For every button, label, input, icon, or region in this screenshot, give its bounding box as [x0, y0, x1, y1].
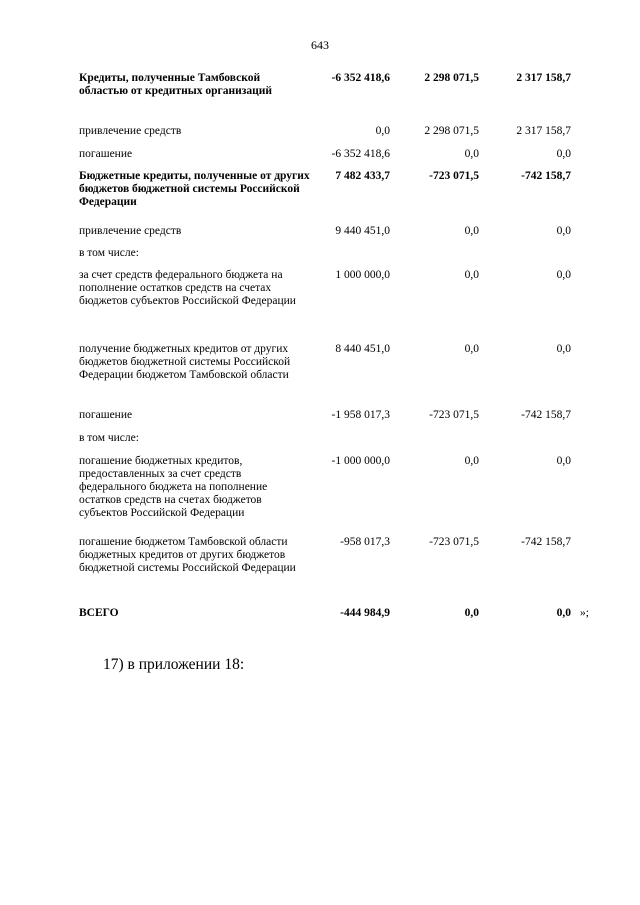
row-name: привлечение средств	[79, 125, 182, 137]
value-col2: 0,0	[464, 607, 479, 619]
row-name: Бюджетные кредиты, полученные от других бюджетов бюджетной системы Российской Федерации	[79, 170, 310, 208]
value-col1: -1 000 000,0	[331, 455, 390, 467]
row-name: погашение бюджетных кредитов, предоставленных за счет средств федерального бюджета на пополнение остатков средств на счетах бюджетов субъектов Российской Федерации	[79, 455, 268, 519]
value-col3: 0,0	[556, 269, 571, 281]
value-col2: 2 298 071,5	[424, 125, 479, 137]
value-col3: 2 317 158,7	[516, 72, 571, 84]
value-col1: -6 352 418,6	[331, 148, 390, 160]
value-col2: -723 071,5	[429, 170, 479, 182]
value-col3: 0,0	[556, 455, 571, 467]
row-name: погашение	[79, 148, 133, 160]
value-col3: 0,0	[556, 343, 571, 355]
value-col2: 0,0	[464, 225, 479, 237]
page-number: 643	[311, 38, 329, 52]
value-col2: 0,0	[464, 455, 479, 467]
value-col2: -723 071,5	[429, 409, 479, 421]
value-col3: -742 158,7	[521, 409, 571, 421]
value-col2: 0,0	[464, 269, 479, 281]
value-col2: 0,0	[464, 343, 479, 355]
section-heading: 17) в приложении 18:	[103, 656, 245, 673]
value-col3: 2 317 158,7	[516, 125, 571, 137]
value-col1: 9 440 451,0	[335, 225, 390, 237]
value-col3: -742 158,7	[521, 170, 571, 182]
value-col1: 0,0	[375, 125, 390, 137]
row-name: получение бюджетных кредитов от других бюджетов бюджетной системы Российской Федерации бюджетом Тамбовской области	[79, 343, 291, 381]
row-name: привлечение средств	[79, 225, 182, 237]
value-col3: 0,0	[556, 607, 571, 619]
row-name: Кредиты, полученные Тамбовской областью от кредитных организаций	[79, 72, 272, 97]
row-name: в том числе:	[79, 432, 139, 444]
value-col3: 0,0	[556, 225, 571, 237]
value-col1: 8 440 451,0	[335, 343, 390, 355]
row-name: в том числе:	[79, 247, 139, 259]
value-col3: 0,0	[556, 148, 571, 160]
row-name: погашение бюджетом Тамбовской области бюджетных кредитов от других бюджетов бюджетной системы Российской Федерации	[79, 536, 296, 574]
value-col1: 1 000 000,0	[335, 269, 390, 281]
value-col1: -6 352 418,6	[331, 72, 390, 84]
row-name: погашение	[79, 409, 133, 421]
value-col1: -958 017,3	[340, 536, 390, 548]
value-col1: -444 984,9	[340, 607, 390, 619]
value-col2: -723 071,5	[429, 536, 479, 548]
value-col1: -1 958 017,3	[331, 409, 390, 421]
value-col2: 0,0	[464, 148, 479, 160]
value-col3: -742 158,7	[521, 536, 571, 548]
row-name: за счет средств федерального бюджета на пополнение остатков средств на счетах бюджетов субъектов Российской Федерации	[79, 269, 296, 307]
closing-quote-mark: »;	[580, 607, 589, 619]
value-col1: 7 482 433,7	[335, 170, 390, 182]
row-name: ВСЕГО	[79, 607, 119, 619]
value-col2: 2 298 071,5	[424, 72, 479, 84]
